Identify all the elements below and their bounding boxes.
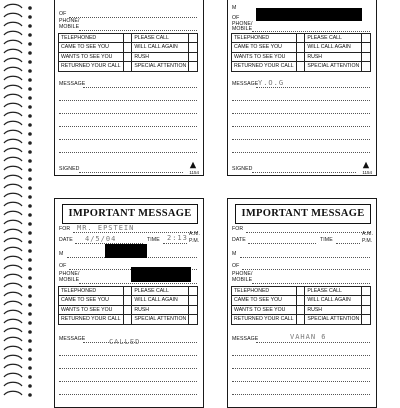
spiral-coil: [4, 355, 22, 359]
message-slip-bottom-left: [54, 198, 204, 408]
mobile-label: MOBILE: [59, 24, 80, 30]
signed-label: SIGNED: [59, 166, 80, 172]
binding-hole: [28, 51, 32, 55]
binding-hole: [28, 267, 32, 271]
time-label: TIME: [320, 237, 333, 243]
spiral-coil: [4, 67, 22, 71]
came-to-see-you-label: CAME TO SEE YOU: [232, 43, 297, 52]
telephoned-checkbox[interactable]: [123, 287, 132, 296]
binding-hole: [28, 159, 32, 163]
spiral-coil: [4, 328, 22, 332]
will-call-again-checkbox[interactable]: [362, 43, 371, 52]
binding-hole: [28, 294, 32, 298]
spiral-coil: [4, 382, 22, 386]
binding-hole: [28, 249, 32, 253]
binding-hole: [28, 150, 32, 154]
mobile-label: MOBILE: [232, 277, 253, 283]
telephoned-checkbox[interactable]: [296, 34, 305, 43]
checklist-table: [231, 33, 371, 72]
m-label: M: [232, 251, 237, 257]
binding-hole: [28, 222, 32, 226]
form-code: 1154: [362, 170, 372, 175]
spiral-coil: [4, 22, 22, 26]
special-attention-checkbox[interactable]: [362, 62, 371, 71]
came-to-see-you-label: CAME TO SEE YOU: [232, 296, 297, 305]
spiral-coil: [4, 391, 22, 395]
binding-hole: [28, 231, 32, 235]
binding-hole: [28, 276, 32, 280]
will-call-again-checkbox[interactable]: [189, 43, 198, 52]
please-call-checkbox[interactable]: [189, 287, 198, 296]
of-label: OF: [59, 263, 67, 269]
will-call-again-label: WILL CALL AGAIN: [305, 296, 362, 305]
handwritten-message: CALLED: [109, 338, 141, 346]
spiral-coil: [4, 292, 22, 296]
m-label: M: [232, 5, 237, 11]
wants-to-see-you-label: WANTS TO SEE YOU: [232, 52, 297, 61]
spiral-coil: [4, 319, 22, 323]
binding-hole: [28, 204, 32, 208]
spiral-coil: [4, 265, 22, 269]
special-attention-checkbox[interactable]: [189, 315, 198, 324]
binding-hole: [28, 348, 32, 352]
pm-label: P.M.: [189, 238, 200, 244]
logo-icon: [362, 161, 370, 169]
spiral-coil: [4, 13, 22, 17]
spiral-coil: [4, 229, 22, 233]
special-attention-label: SPECIAL ATTENTION: [132, 62, 189, 71]
wants-to-see-you-checkbox[interactable]: [123, 52, 132, 61]
message-label: MESSAGE: [59, 81, 86, 87]
spiral-coil: [4, 94, 22, 98]
returned-your-call-checkbox[interactable]: [296, 62, 305, 71]
binding-hole: [28, 258, 32, 262]
spiral-coil: [4, 31, 22, 35]
message-label: MESSAGE: [59, 336, 86, 342]
of-label: OF: [232, 263, 240, 269]
binding-hole: [28, 177, 32, 181]
returned-your-call-checkbox[interactable]: [123, 315, 132, 324]
telephoned-label: TELEPHONED: [232, 287, 297, 296]
rush-checkbox[interactable]: [362, 305, 371, 314]
binding-hole: [28, 132, 32, 136]
binding-hole: [28, 213, 32, 217]
phone-label: PHONE/: [59, 18, 80, 24]
binding-hole: [28, 87, 32, 91]
binding-hole: [28, 366, 32, 370]
phone-label: PHONE/: [59, 271, 80, 277]
of-label: OF: [232, 15, 240, 21]
special-attention-label: SPECIAL ATTENTION: [305, 62, 362, 71]
spiral-coil: [4, 346, 22, 350]
came-to-see-you-checkbox[interactable]: [296, 296, 305, 305]
rush-checkbox[interactable]: [189, 305, 198, 314]
will-call-again-label: WILL CALL AGAIN: [132, 296, 189, 305]
will-call-again-label: WILL CALL AGAIN: [132, 43, 189, 52]
slip-title: IMPORTANT MESSAGE: [62, 204, 198, 224]
redaction-bar: [131, 267, 191, 282]
spiral-coil: [4, 337, 22, 341]
rush-label: RUSH: [305, 52, 362, 61]
rush-checkbox[interactable]: [362, 52, 371, 61]
checklist-table: [58, 286, 198, 325]
spiral-coil: [4, 310, 22, 314]
please-call-label: PLEASE CALL: [305, 34, 362, 43]
spiral-coil: [4, 274, 22, 278]
please-call-label: PLEASE CALL: [132, 34, 189, 43]
wants-to-see-you-label: WANTS TO SEE YOU: [232, 305, 297, 314]
for-label: FOR: [59, 226, 71, 232]
returned-your-call-label: RETURNED YOUR CALL: [232, 62, 297, 71]
binding-hole: [28, 123, 32, 127]
date-label: DATE: [232, 237, 246, 243]
message-label: MESSAGE: [232, 81, 259, 87]
spiral-coil: [4, 157, 22, 161]
message-slip-top-left: [54, 0, 204, 176]
special-attention-label: SPECIAL ATTENTION: [305, 315, 362, 324]
redaction-bar: [256, 8, 362, 21]
wants-to-see-you-checkbox[interactable]: [123, 305, 132, 314]
binding-hole: [28, 15, 32, 19]
binding-hole: [28, 186, 32, 190]
handwritten-message: VAHAN 6: [290, 333, 327, 341]
am-label: A.M.: [189, 231, 201, 237]
telephoned-label: TELEPHONED: [232, 34, 297, 43]
date-label: DATE: [59, 237, 73, 243]
spiral-coil: [4, 103, 22, 107]
special-attention-checkbox[interactable]: [362, 315, 371, 324]
spiral-coil: [4, 4, 22, 8]
rush-label: RUSH: [132, 52, 189, 61]
binding-hole: [28, 33, 32, 37]
of-label: OF: [59, 11, 67, 17]
phone-label: PHONE/: [232, 21, 253, 27]
binding-hole: [28, 375, 32, 379]
spiral-coil: [4, 148, 22, 152]
binding-hole: [28, 141, 32, 145]
spiral-binding: [0, 0, 40, 400]
telephoned-label: TELEPHONED: [59, 287, 124, 296]
telephoned-label: TELEPHONED: [59, 34, 124, 43]
binding-hole: [28, 321, 32, 325]
special-attention-label: SPECIAL ATTENTION: [132, 315, 189, 324]
returned-your-call-label: RETURNED YOUR CALL: [59, 62, 124, 71]
form-code: 1154: [189, 170, 199, 175]
spiral-coil: [4, 175, 22, 179]
redaction-bar: [105, 244, 147, 258]
spiral-coil: [4, 202, 22, 206]
binding-hole: [28, 69, 32, 73]
binding-hole: [28, 339, 32, 343]
special-attention-checkbox[interactable]: [189, 62, 198, 71]
checklist-table: [58, 33, 198, 72]
please-call-label: PLEASE CALL: [132, 287, 189, 296]
returned-your-call-checkbox[interactable]: [296, 315, 305, 324]
spiral-coil: [4, 85, 22, 89]
will-call-again-checkbox[interactable]: [362, 296, 371, 305]
time-label: TIME: [147, 237, 160, 243]
spiral-coil: [4, 301, 22, 305]
returned-your-call-label: RETURNED YOUR CALL: [59, 315, 124, 324]
phone-label: PHONE/: [232, 271, 253, 277]
rush-checkbox[interactable]: [189, 52, 198, 61]
spiral-coil: [4, 193, 22, 197]
please-call-checkbox[interactable]: [362, 34, 371, 43]
spiral-coil: [4, 247, 22, 251]
will-call-again-label: WILL CALL AGAIN: [305, 43, 362, 52]
spiral-coil: [4, 49, 22, 53]
binding-hole: [28, 96, 32, 100]
handwritten-for: MR. EPSTEIN: [77, 224, 135, 232]
spiral-coil: [4, 139, 22, 143]
for-label: FOR: [232, 226, 244, 232]
message-label: MESSAGE: [232, 336, 259, 342]
telephoned-checkbox[interactable]: [296, 287, 305, 296]
came-to-see-you-label: CAME TO SEE YOU: [59, 296, 124, 305]
binding-hole: [28, 105, 32, 109]
binding-hole: [28, 168, 32, 172]
binding-hole: [28, 312, 32, 316]
signed-label: SIGNED: [232, 166, 253, 172]
spiral-coil: [4, 121, 22, 125]
spiral-coil: [4, 76, 22, 80]
spiral-coil: [4, 211, 22, 215]
spiral-coil: [4, 373, 22, 377]
returned-your-call-label: RETURNED YOUR CALL: [232, 315, 297, 324]
spiral-coil: [4, 130, 22, 134]
mobile-label: MOBILE: [232, 26, 253, 32]
am-label: A.M.: [362, 231, 374, 237]
spiral-coil: [4, 166, 22, 170]
rush-label: RUSH: [305, 305, 362, 314]
spiral-coil: [4, 220, 22, 224]
rush-label: RUSH: [132, 305, 189, 314]
mobile-label: MOBILE: [59, 277, 80, 283]
handwritten-time: 2:13: [167, 234, 188, 242]
spiral-coil: [4, 112, 22, 116]
wants-to-see-you-checkbox[interactable]: [296, 52, 305, 61]
message-slip-bottom-right: [227, 198, 377, 408]
binding-hole: [28, 78, 32, 82]
came-to-see-you-checkbox[interactable]: [123, 43, 132, 52]
returned-your-call-checkbox[interactable]: [123, 62, 132, 71]
binding-hole: [28, 24, 32, 28]
will-call-again-checkbox[interactable]: [189, 296, 198, 305]
came-to-see-you-checkbox[interactable]: [296, 43, 305, 52]
telephoned-checkbox[interactable]: [123, 34, 132, 43]
wants-to-see-you-checkbox[interactable]: [296, 305, 305, 314]
handwritten-date: 4/5/04: [85, 235, 117, 243]
handwritten-message: Y.O.G: [258, 79, 285, 87]
spiral-coil: [4, 184, 22, 188]
binding-hole: [28, 357, 32, 361]
logo-icon: [189, 161, 197, 169]
wants-to-see-you-label: WANTS TO SEE YOU: [59, 305, 124, 314]
binding-hole: [28, 6, 32, 10]
binding-hole: [28, 285, 32, 289]
binding-hole: [28, 60, 32, 64]
binding-hole: [28, 114, 32, 118]
spiral-coil: [4, 238, 22, 242]
spiral-coil: [4, 256, 22, 260]
pm-label: P.M.: [362, 238, 373, 244]
checklist-table: [231, 286, 371, 325]
spiral-coil: [4, 58, 22, 62]
binding-hole: [28, 303, 32, 307]
binding-hole: [28, 384, 32, 388]
spiral-coil: [4, 283, 22, 287]
binding-hole: [28, 195, 32, 199]
please-call-checkbox[interactable]: [362, 287, 371, 296]
spiral-coil: [4, 40, 22, 44]
m-label: M: [59, 251, 64, 257]
please-call-checkbox[interactable]: [189, 34, 198, 43]
please-call-label: PLEASE CALL: [305, 287, 362, 296]
message-slip-top-right: [227, 0, 377, 176]
wants-to-see-you-label: WANTS TO SEE YOU: [59, 52, 124, 61]
came-to-see-you-label: CAME TO SEE YOU: [59, 43, 124, 52]
slip-title: IMPORTANT MESSAGE: [235, 204, 371, 224]
binding-hole: [28, 393, 32, 397]
binding-hole: [28, 330, 32, 334]
spiral-coil: [4, 364, 22, 368]
binding-hole: [28, 42, 32, 46]
binding-hole: [28, 240, 32, 244]
came-to-see-you-checkbox[interactable]: [123, 296, 132, 305]
